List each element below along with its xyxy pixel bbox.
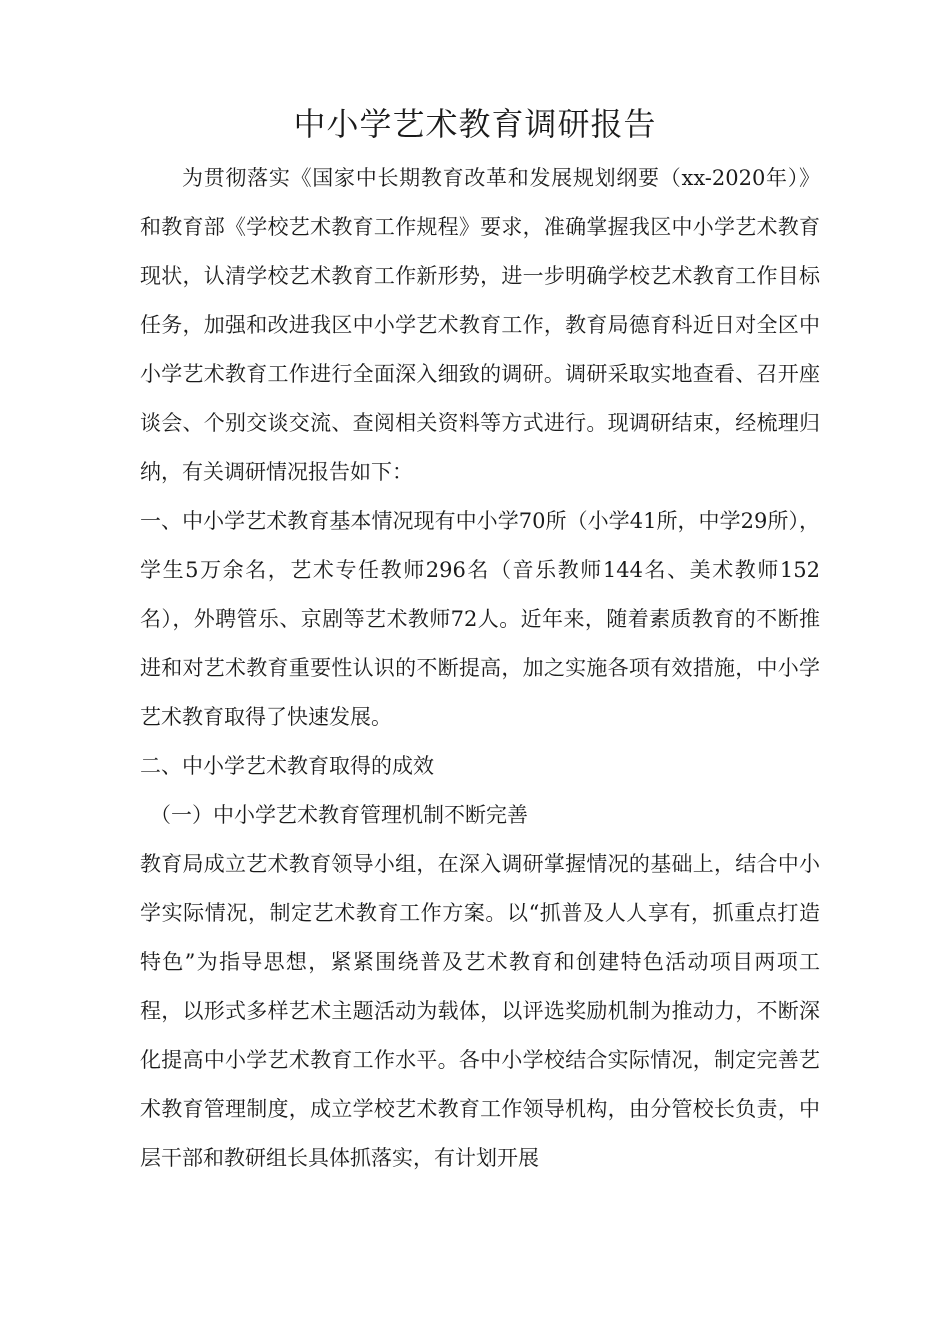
subsection-1-paragraph: 教育局成立艺术教育领导小组，在深入调研掌握情况的基础上，结合中小学实际情况，制定艺术教育工作方案。以“抓普及人人享有，抓重点打造特色”为指导思想，紧紧围绕普及艺术教育和创建特色活动项目两项工程，以形式多样艺术主题活动为载体，以评选奖励机制为推动力，不断深化提高中小学艺术教育工作水平。各中小学校结合实际情况，制定完善艺术教育管理制度，成立学校艺术教育工作领导机构，由分管校长负责，中层干部和教研组长具体抓落实，有计划开展	[140, 852, 820, 1170]
document-body	[140, 154, 820, 1183]
intro-paragraph: 为贯彻落实《国家中长期教育改革和发展规划纲要（xx-2020年）》和教育部《学校艺术教育工作规程》要求，准确掌握我区中小学艺术教育现状，认清学校艺术教育工作新形势，进一步明确学校艺术教育工作目标任务，加强和改进我区中小学艺术教育工作，教育局德育科近日对全区中小学艺术教育工作进行全面深入细致的调研。调研采取实地查看、召开座谈会、个别交谈交流、查阅相关资料等方式进行。现调研结束，经梳理归纳，有关调研情况报告如下：	[140, 166, 820, 484]
section-2-heading: 二、中小学艺术教育取得的成效	[140, 754, 434, 778]
section-1-paragraph: 一、中小学艺术教育基本情况现有中小学70所（小学41所，中学29所），学生5万余名，艺术专任教师296名（音乐教师144名、美术教师152名），外聘管乐、京剧等艺术教师72人。近年来，随着素质教育的不断推进和对艺术教育重要性认识的不断提高，加之实施各项有效措施，中小学艺术教育取得了快速发展。	[140, 509, 820, 729]
document-title: 中小学艺术教育调研报告	[293, 105, 657, 143]
subsection-1-heading: （一）中小学艺术教育管理机制不断完善	[150, 803, 528, 827]
